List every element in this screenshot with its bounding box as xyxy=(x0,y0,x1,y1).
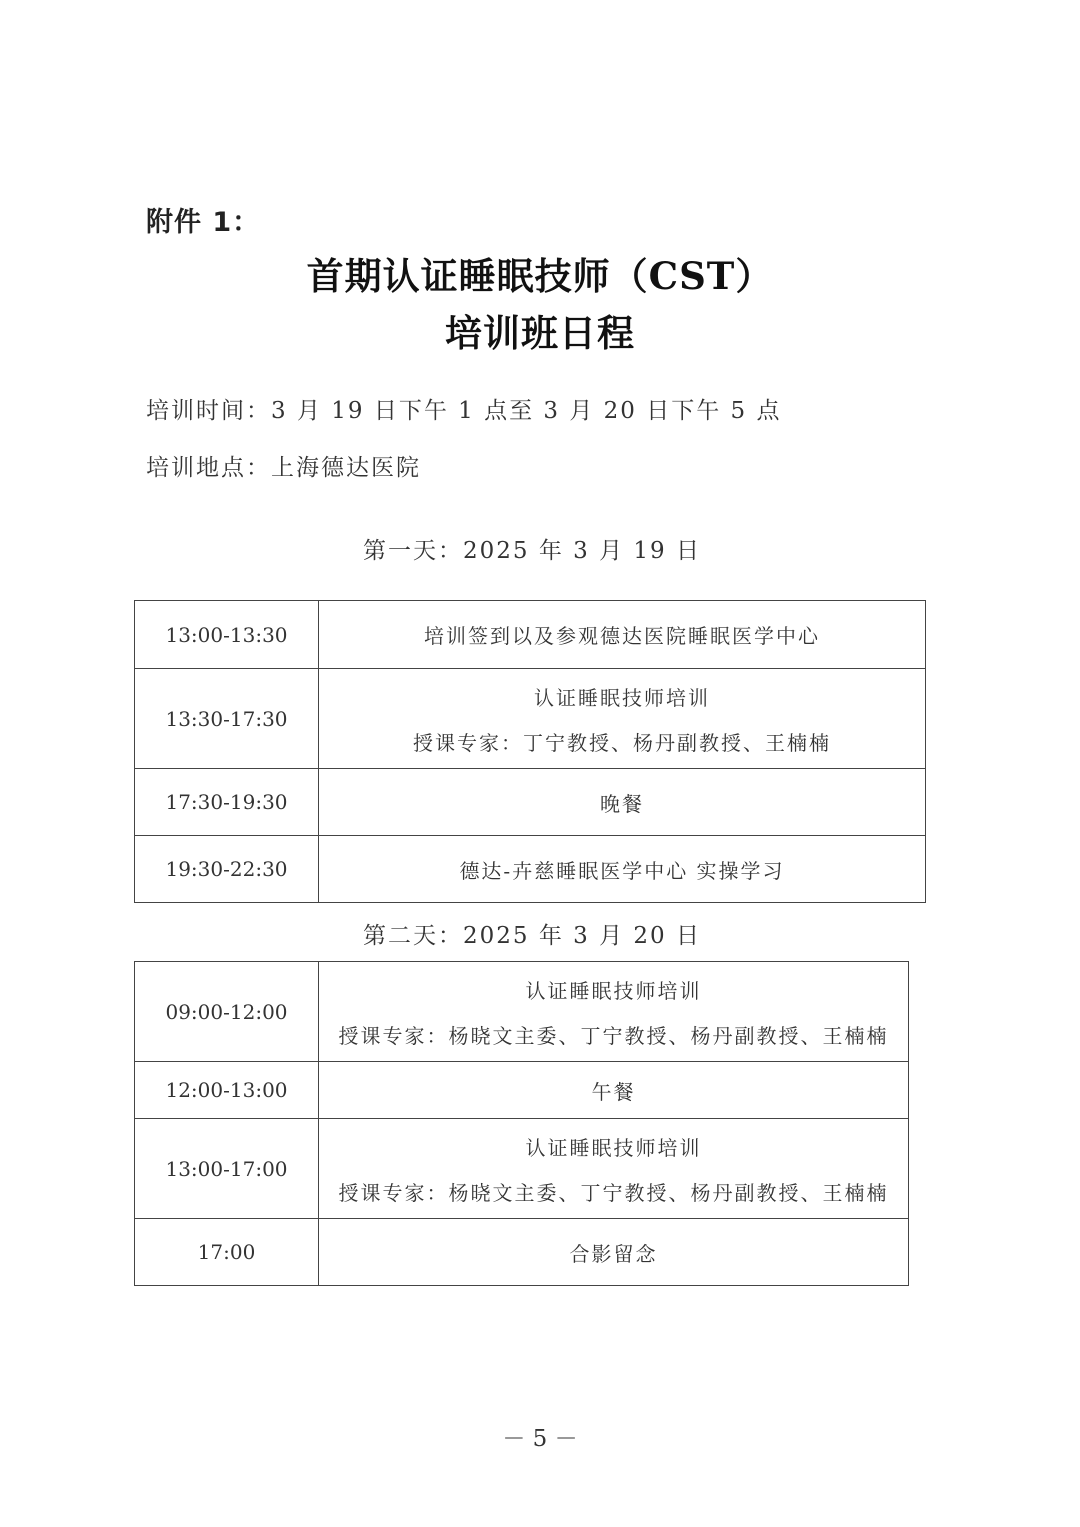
activity-cell xyxy=(319,962,909,1062)
activity-cell xyxy=(319,1119,909,1219)
time-cell: 13:30-17:30 xyxy=(135,669,319,769)
activity-cell: 合影留念 xyxy=(319,1219,909,1286)
table-row xyxy=(135,1119,909,1219)
day2-heading: 第二天：2025 年 3 月 20 日 xyxy=(363,923,701,949)
activity-cell: 培训签到以及参观德达医院睡眠医学中心 xyxy=(319,601,926,669)
activity-title: 认证睡眠技师培训 xyxy=(525,1135,702,1160)
time-cell: 17:30-19:30 xyxy=(135,769,319,836)
day1-schedule-table xyxy=(134,600,926,903)
table-row xyxy=(135,601,926,669)
table-row xyxy=(135,1219,909,1286)
activity-speakers: 授课专家：杨晓文主委、丁宁教授、杨丹副教授、王楠楠 xyxy=(338,1023,889,1048)
table-row xyxy=(135,769,926,836)
table-row xyxy=(135,1062,909,1119)
table-row xyxy=(135,669,926,769)
time-cell: 17:00 xyxy=(135,1219,319,1286)
activity-cell: 德达-卉慈睡眠医学中心 实操学习 xyxy=(319,836,926,903)
activity-speakers: 授课专家：杨晓文主委、丁宁教授、杨丹副教授、王楠楠 xyxy=(338,1180,889,1205)
training-location: 培训地点：上海德达医院 xyxy=(146,455,421,481)
attachment-label: 附件 1： xyxy=(146,207,261,238)
day1-heading: 第一天：2025 年 3 月 19 日 xyxy=(363,538,701,564)
activity-title: 认证睡眠技师培训 xyxy=(525,978,702,1003)
page-title-line1: 首期认证睡眠技师（CST） xyxy=(306,254,774,298)
training-time: 培训时间：3 月 19 日下午 1 点至 3 月 20 日下午 5 点 xyxy=(146,398,782,424)
table-row xyxy=(135,836,926,903)
time-cell: 13:00-13:30 xyxy=(135,601,319,669)
activity-cell xyxy=(319,669,926,769)
activity-speakers: 授课专家：丁宁教授、杨丹副教授、王楠楠 xyxy=(413,730,831,755)
time-cell: 13:00-17:00 xyxy=(135,1119,319,1219)
day2-schedule-table xyxy=(134,961,909,1286)
time-cell: 09:00-12:00 xyxy=(135,962,319,1062)
time-cell: 12:00-13:00 xyxy=(135,1062,319,1119)
table-row xyxy=(135,962,909,1062)
activity-cell: 晚餐 xyxy=(319,769,926,836)
page-title-line2: 培训班日程 xyxy=(445,311,635,355)
page-number: － 5 － xyxy=(502,1426,578,1452)
activity-cell: 午餐 xyxy=(319,1062,909,1119)
time-cell: 19:30-22:30 xyxy=(135,836,319,903)
activity-title: 认证睡眠技师培训 xyxy=(534,685,710,710)
